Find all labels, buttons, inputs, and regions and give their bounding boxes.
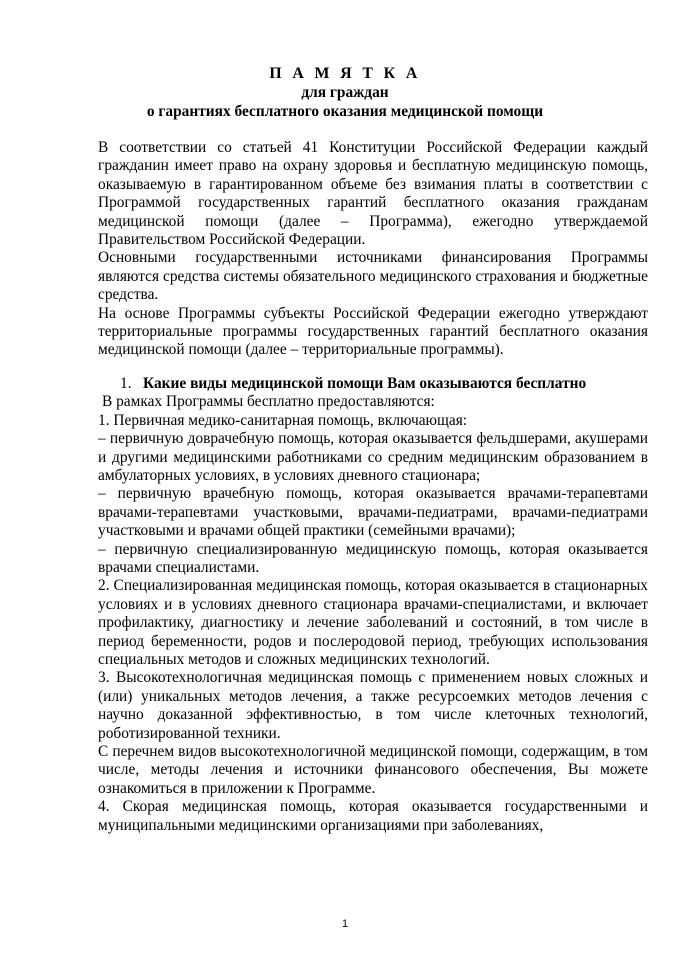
list-item-specialized-care: 2. Специализированная медицинская помощь, которая оказывается в стационарных условиях и в условиях дневного стационара врачами-специалистами, и включает профилактику, диагностику и лечение заболеваний и состояний, в том числе в период беременности, родов и послеродовой период, требующих использования специальных методов и сложных медицинских технологий.	[98, 577, 648, 668]
intro-paragraph-financing: Основными государственными источниками финансирования Программы являются средства системы обязательного медицинского страхования и бюджетные средства.	[98, 249, 648, 304]
document-subtitle-audience: для граждан	[301, 84, 389, 101]
document-title: П А М Я Т К А	[269, 65, 421, 82]
section-heading	[98, 375, 648, 393]
document-body	[98, 139, 648, 835]
list-item-primary-care: 1. Первичная медико-санитарная помощь, включающая:	[98, 411, 468, 429]
page-number: 1	[341, 918, 349, 930]
section-number: 1.	[120, 374, 132, 392]
list-item-emergency-care: 4. Скорая медицинская помощь, которая оказывается государственными и муниципальными медицинскими организациями при заболеваниях,	[98, 798, 648, 834]
list-subitem-specialized-primary: – первичную специализированную медицинскую помощь, которая оказывается врачами специалистами.	[98, 540, 648, 576]
list-item-high-tech-care: 3. Высокотехнологичная медицинская помощь с применением новых сложных и (или) уникальных методов лечения, а также ресурсоемких методов лечения с научно доказанной эффективностью, в том числе клеточных технологий, роботизированной техники.	[98, 669, 648, 742]
list-subitem-pre-doctor: – первичную доврачебную помощь, которая оказывается фельдшерами, акушерами и другими медицинскими работниками со средним медицинским образованием в амбулаторных условиях, в условиях дневного стационара;	[98, 430, 648, 484]
section-lead: В рамках Программы бесплатно предоставляются:	[102, 393, 435, 411]
list-subitem-doctor: – первичную врачебную помощь, которая оказывается врачами-терапевтами врачами-терапевтами участковыми, врачами-педиатрами, врачами-педиатрами участковыми и врачами общей практики (семейными врачами);	[98, 485, 648, 540]
section-title: Какие виды медицинской помощи Вам оказываются бесплатно	[143, 374, 587, 392]
high-tech-note: С перечнем видов высокотехнологичной медицинской помощи, содержащим, в том числе, методы лечения и источники финансового обеспечения, Вы можете ознакомиться в приложении к Программе.	[98, 743, 648, 797]
intro-paragraph-constitution: В соответствии со статьей 41 Конституции Российской Федерации каждый гражданин имеет право на охрану здоровья и бесплатную медицинскую помощь, оказываемую в гарантированном объеме без взимания платы в соответствии с Программой государственных гарантий бесплатного оказания гражданам медицинской помощи (далее – Программа), ежегодно утверждаемой Правительством Российской Федерации.	[98, 139, 648, 249]
intro-paragraph-territorial: На основе Программы субъекты Российской Федерации ежегодно утверждают территориальные программы государственных гарантий бесплатного оказания медицинской помощи (далее – территориальные программы).	[98, 304, 648, 359]
document-subtitle-topic: о гарантиях бесплатного оказания медицинской помощи	[146, 103, 544, 120]
